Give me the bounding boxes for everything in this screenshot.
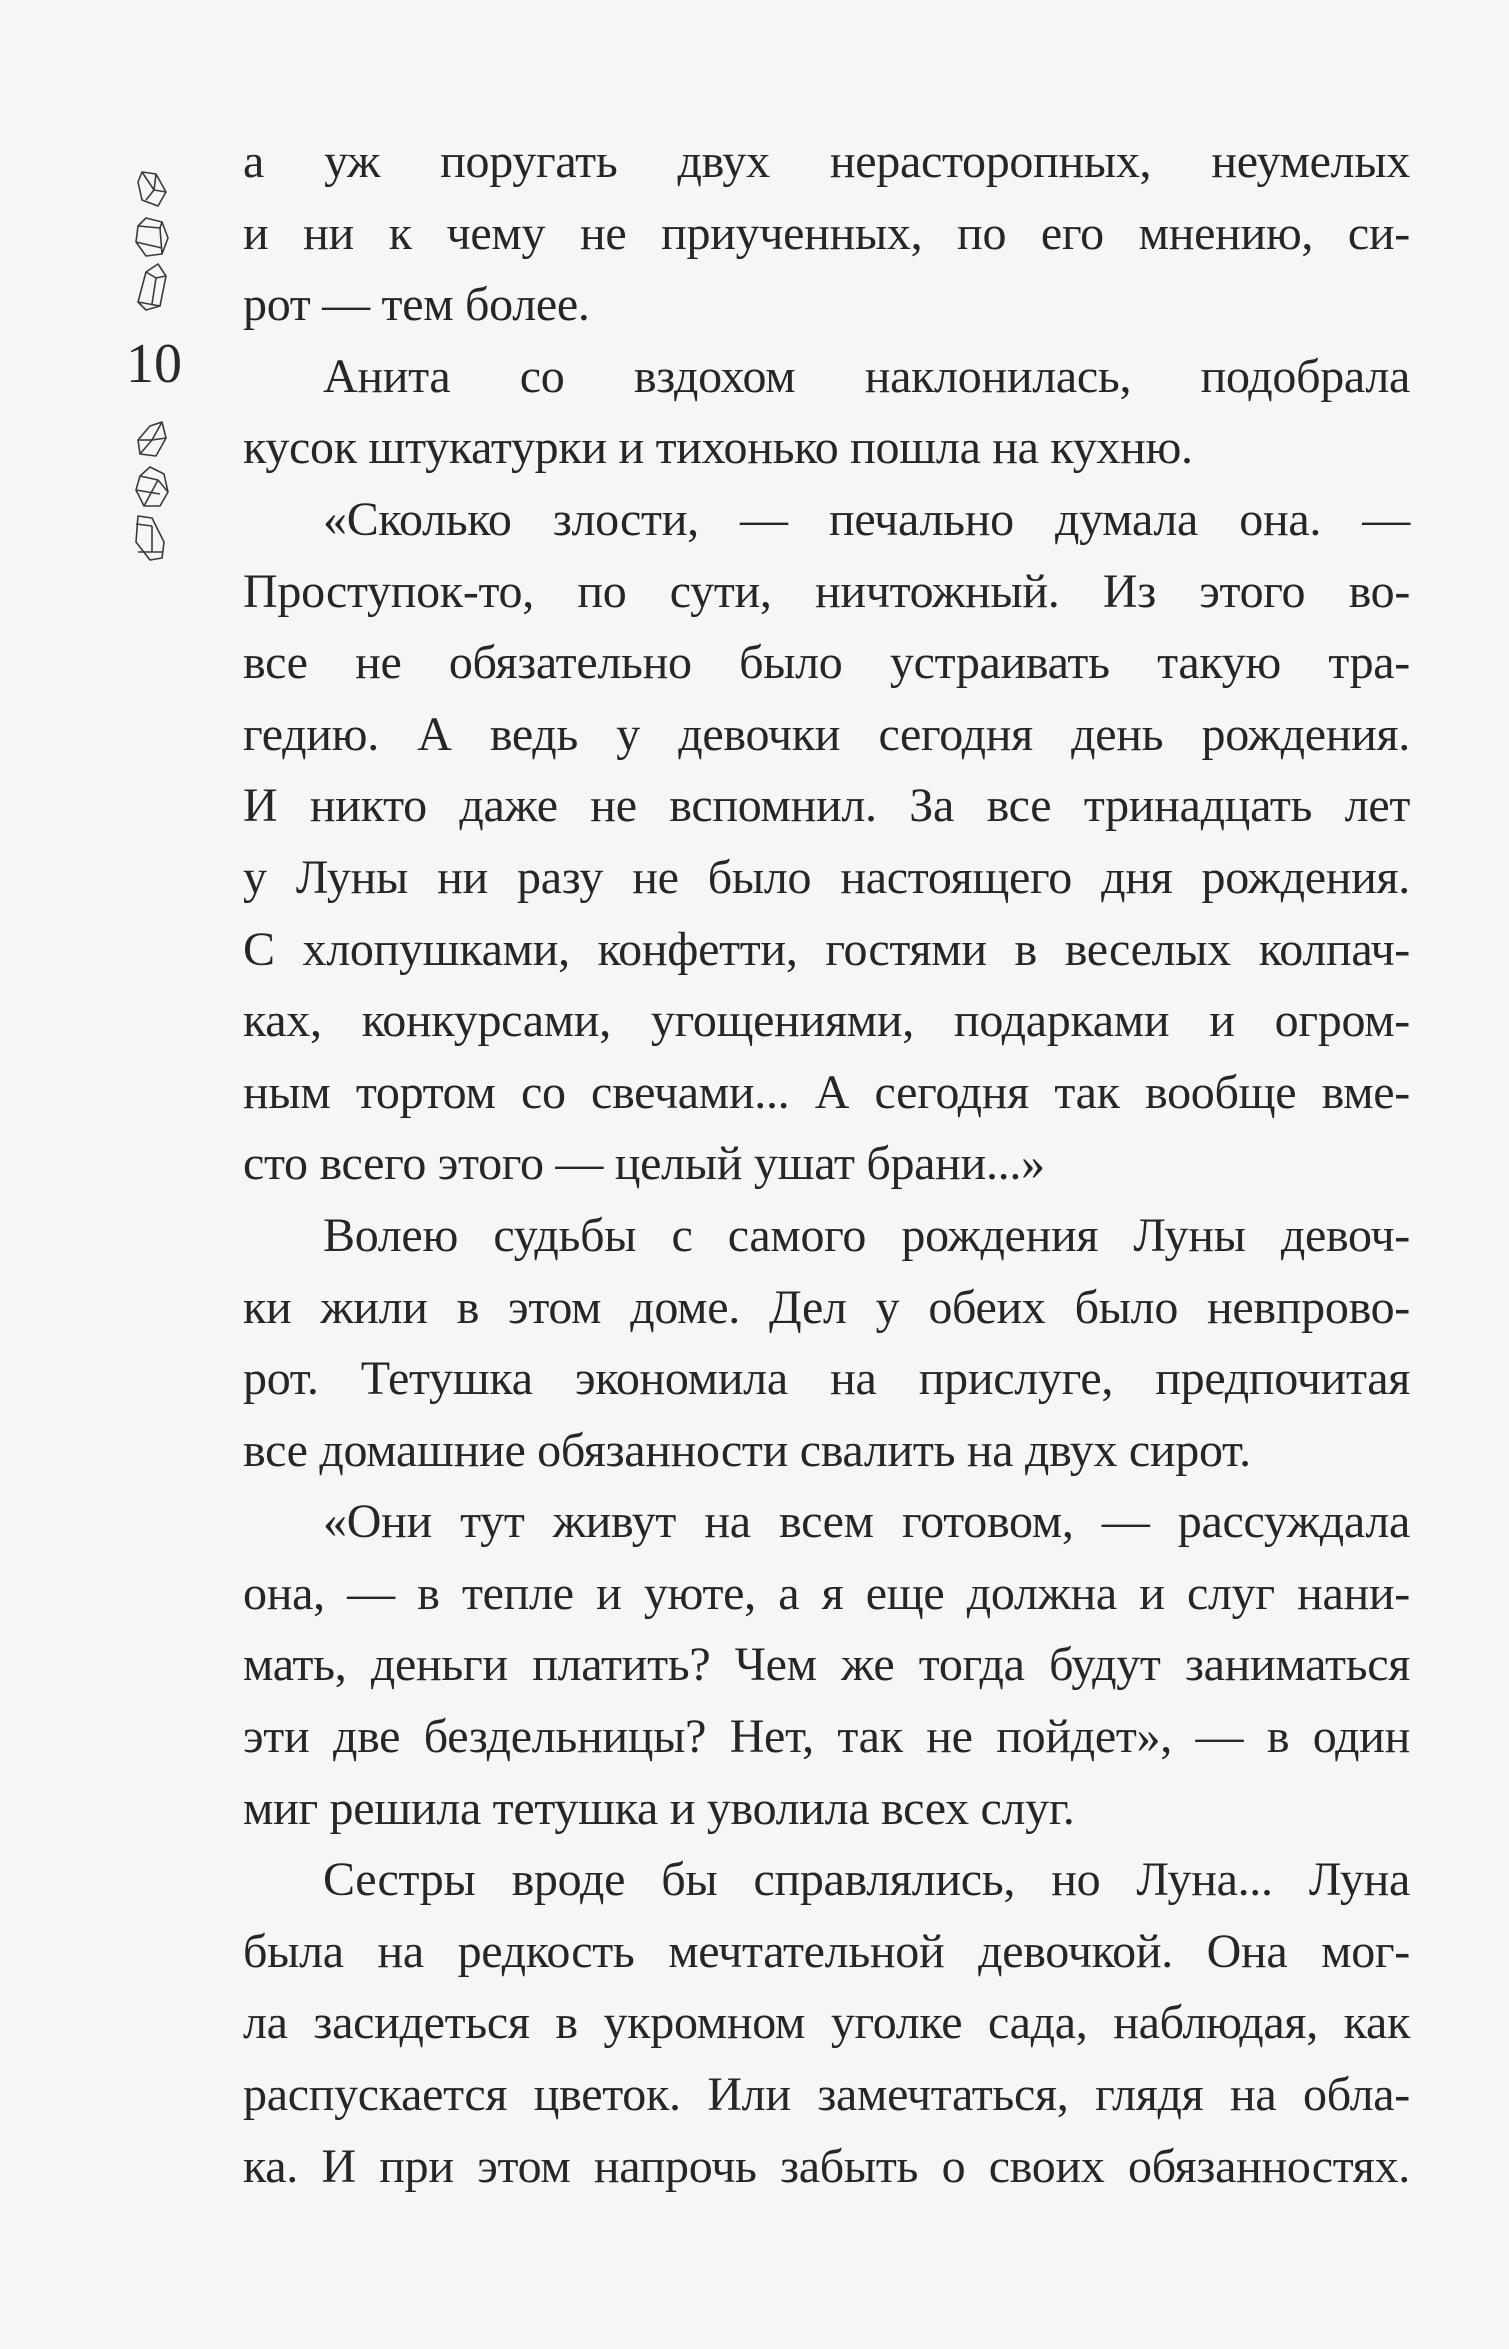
text-line: была на редкость мечтательной девочкой. Она мог-: [243, 1924, 1410, 1978]
text-line: Проступок-то, по сути, ничтожный. Из этого во-: [243, 564, 1410, 618]
page-number: 10: [126, 333, 182, 395]
text-line: миг решила тетушка и уволила всех слуг.: [243, 1781, 1075, 1835]
text-line: Сестры вроде бы справлялись, но Луна... Луна: [323, 1853, 1410, 1907]
text-line: мать, деньги платить? Чем же тогда будут заниматься: [243, 1638, 1410, 1692]
text-line: Волею судьбы с самого рождения Луны девоч-: [323, 1208, 1410, 1262]
text-line: ках, конкурсами, угощениями, подарками и огром-: [243, 994, 1410, 1048]
text-line: рот — тем более.: [243, 278, 590, 332]
text-line: С хлопушками, конфетти, гостями в веселых колпач-: [243, 922, 1410, 976]
paragraph: [243, 1844, 1410, 2202]
crystal-icon: [132, 168, 172, 212]
text-line: все не обязательно было устраивать такую тра-: [243, 636, 1410, 690]
paragraph: [243, 126, 1410, 341]
crystal-icon: [132, 464, 172, 510]
text-line: ки жили в этом доме. Дел у обеих было невпрово-: [243, 1280, 1410, 1334]
text-line: «Сколько злости, — печально думала она. —: [323, 492, 1410, 546]
text-line: рот. Тетушка экономила на прислуге, предпочитая: [243, 1352, 1410, 1406]
text-line: ным тортом со свечами... А сегодня так вообще вме-: [243, 1065, 1410, 1119]
text-line: эти две бездельницы? Нет, так не пойдет», — в один: [243, 1710, 1410, 1764]
body-text: [243, 126, 1410, 2202]
paragraph: [243, 1200, 1410, 1486]
text-line: сто всего этого — целый ушат брани...»: [243, 1137, 1045, 1191]
crystal-icon: [132, 262, 172, 312]
text-line: «Они тут живут на всем готовом, — рассуждала: [323, 1495, 1410, 1549]
text-line: И никто даже не вспомнил. За все тринадцать лет: [243, 779, 1410, 833]
text-line: ла засидеться в укромном уголке сада, наблюдая, как: [243, 1996, 1410, 2050]
crystal-icon: [132, 512, 172, 562]
text-line: гедию. А ведь у девочки сегодня день рождения.: [243, 707, 1410, 761]
text-line: у Луны ни разу не было настоящего дня рождения.: [243, 850, 1410, 904]
paragraph: [243, 341, 1410, 484]
text-line: ка. И при этом напрочь забыть о своих обязанностях.: [243, 2139, 1410, 2193]
crystal-icon: [132, 214, 172, 260]
text-line: все домашние обязанности свалить на двух сирот.: [243, 1423, 1251, 1477]
text-line: Анита со вздохом наклонилась, подобрала: [323, 349, 1410, 403]
crystal-ornament-top: [132, 168, 178, 314]
paragraph: [243, 484, 1410, 1200]
paragraph: [243, 1486, 1410, 1844]
text-line: она, — в тепле и уюте, а я еще должна и слуг нани-: [243, 1566, 1410, 1620]
text-line: и ни к чему не приученных, по его мнению, си-: [243, 206, 1410, 260]
text-line: а уж поругать двух нерасторопных, неумелых: [243, 135, 1410, 188]
crystal-icon: [132, 418, 172, 462]
crystal-ornament-bottom: [132, 418, 178, 564]
text-line: кусок штукатурки и тихонько пошла на кухню.: [243, 421, 1193, 475]
text-line: распускается цветок. Или замечтаться, глядя на обла-: [243, 2068, 1410, 2122]
